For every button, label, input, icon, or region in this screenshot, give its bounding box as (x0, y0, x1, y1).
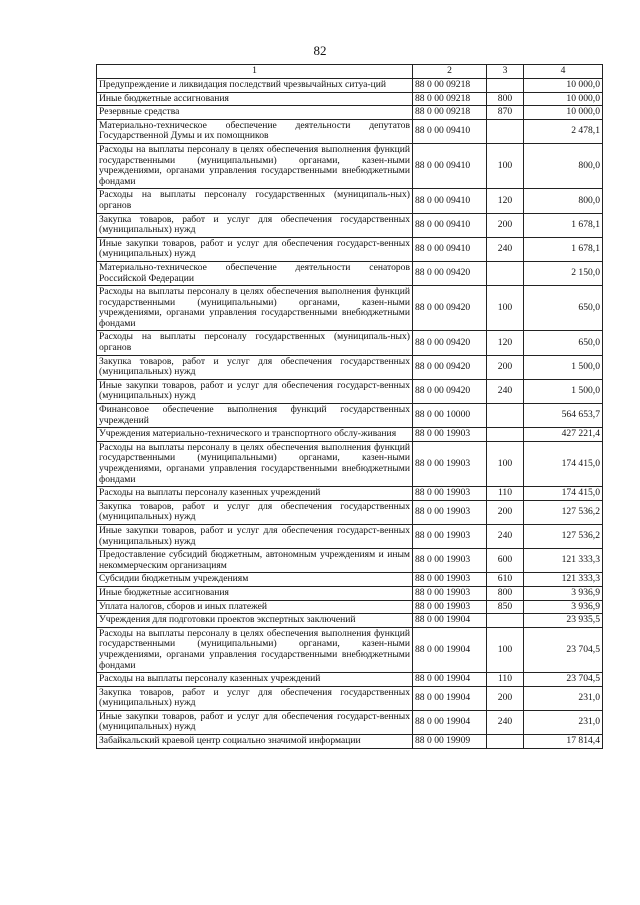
row-amount: 650,0 (524, 286, 603, 331)
row-name: Забайкальский краевой центр социально значимой информации (97, 735, 413, 749)
row-amount: 10 000,0 (524, 106, 603, 120)
row-code: 88 0 00 09410 (413, 189, 487, 213)
row-amount: 1 678,1 (524, 237, 603, 261)
table-row (97, 92, 603, 106)
row-type: 120 (487, 189, 524, 213)
row-type: 110 (487, 487, 524, 501)
row-name: Иные закупки товаров, работ и услуг для обеспечения государст-венных (муниципальных) нужд (97, 710, 413, 734)
row-type (487, 614, 524, 628)
table-header-row (97, 65, 603, 79)
row-code: 88 0 00 19903 (413, 441, 487, 486)
table-row (97, 600, 603, 614)
row-type: 850 (487, 600, 524, 614)
row-amount: 23 935,5 (524, 614, 603, 628)
table-row (97, 686, 603, 710)
row-amount: 650,0 (524, 331, 603, 355)
row-code: 88 0 00 09410 (413, 237, 487, 261)
row-name: Иные закупки товаров, работ и услуг для обеспечения государст-венных (муниципальных) нужд (97, 524, 413, 548)
row-code: 88 0 00 19903 (413, 487, 487, 501)
row-name: Расходы на выплаты персоналу государственных (муниципаль-ных) органов (97, 331, 413, 355)
table-row (97, 286, 603, 331)
row-name: Расходы на выплаты персоналу в целях обеспечения выполнения функций государственными (муниципальными) органами, казен-ными учреждениями, органами управления государственными внебюджетными фондами (97, 441, 413, 486)
row-type (487, 428, 524, 442)
row-type: 610 (487, 573, 524, 587)
table-row (97, 500, 603, 524)
row-amount: 10 000,0 (524, 92, 603, 106)
row-code: 88 0 00 19909 (413, 735, 487, 749)
row-type: 800 (487, 586, 524, 600)
table-row (97, 573, 603, 587)
table-row (97, 441, 603, 486)
row-amount: 127 536,2 (524, 524, 603, 548)
row-type: 200 (487, 355, 524, 379)
row-type: 240 (487, 710, 524, 734)
row-amount: 174 415,0 (524, 487, 603, 501)
row-name: Иные бюджетные ассигнования (97, 92, 413, 106)
row-code: 88 0 00 09410 (413, 213, 487, 237)
row-type (487, 79, 524, 93)
row-amount: 2 150,0 (524, 261, 603, 285)
row-type (487, 404, 524, 428)
row-type: 200 (487, 686, 524, 710)
row-name: Материально-техническое обеспечение деятельности сенаторов Российской Федерации (97, 261, 413, 285)
row-code: 88 0 00 19904 (413, 710, 487, 734)
row-amount: 231,0 (524, 710, 603, 734)
table-row (97, 627, 603, 672)
row-code: 88 0 00 09420 (413, 355, 487, 379)
row-name: Предоставление субсидий бюджетным, автономным учреждениям и иным некоммерческим организациям (97, 549, 413, 573)
row-type: 600 (487, 549, 524, 573)
row-amount: 23 704,5 (524, 627, 603, 672)
row-name: Расходы на выплаты персоналу в целях обеспечения выполнения функций государственными (муниципальными) органами, казен-ными учреждениями, органами управления государственными внебюджетными фондами (97, 627, 413, 672)
row-type: 120 (487, 331, 524, 355)
row-name: Закупка товаров, работ и услуг для обеспечения государственных (муниципальных) нужд (97, 355, 413, 379)
row-amount: 10 000,0 (524, 79, 603, 93)
row-code: 88 0 00 19903 (413, 549, 487, 573)
row-code: 88 0 00 09410 (413, 119, 487, 143)
row-name: Материально-техническое обеспечение деятельности депутатов Государственной Думы и их помощников (97, 119, 413, 143)
row-code: 88 0 00 10000 (413, 404, 487, 428)
table-row (97, 379, 603, 403)
table-body (97, 79, 603, 749)
row-name: Уплата налогов, сборов и иных платежей (97, 600, 413, 614)
row-code: 88 0 00 09420 (413, 331, 487, 355)
row-type: 800 (487, 92, 524, 106)
column-header-amount: 4 (524, 65, 603, 79)
table-row (97, 586, 603, 600)
table-row (97, 237, 603, 261)
row-code: 88 0 00 19904 (413, 614, 487, 628)
row-type: 200 (487, 500, 524, 524)
row-amount: 121 333,3 (524, 549, 603, 573)
row-name: Расходы на выплаты персоналу в целях обеспечения выполнения функций государственными (муниципальными) органами, казен-ными учреждениями, органами управления государственными внебюджетными фондами (97, 286, 413, 331)
row-name: Субсидии бюджетным учреждениям (97, 573, 413, 587)
row-type (487, 261, 524, 285)
row-code: 88 0 00 19903 (413, 573, 487, 587)
column-header-type: 3 (487, 65, 524, 79)
row-type: 240 (487, 524, 524, 548)
table-row (97, 710, 603, 734)
row-name: Закупка товаров, работ и услуг для обеспечения государственных (муниципальных) нужд (97, 500, 413, 524)
row-amount: 174 415,0 (524, 441, 603, 486)
row-code: 88 0 00 19903 (413, 524, 487, 548)
row-amount: 427 221,4 (524, 428, 603, 442)
row-type: 240 (487, 237, 524, 261)
row-name: Закупка товаров, работ и услуг для обеспечения государственных (муниципальных) нужд (97, 686, 413, 710)
row-amount: 800,0 (524, 189, 603, 213)
row-type: 100 (487, 627, 524, 672)
table-row (97, 331, 603, 355)
table-row (97, 355, 603, 379)
row-amount: 3 936,9 (524, 600, 603, 614)
budget-table (96, 64, 603, 749)
table-row (97, 673, 603, 687)
row-name: Иные закупки товаров, работ и услуг для обеспечения государст-венных (муниципальных) нужд (97, 237, 413, 261)
table-row (97, 189, 603, 213)
table-row (97, 428, 603, 442)
row-code: 88 0 00 09420 (413, 379, 487, 403)
table-row (97, 261, 603, 285)
table-row (97, 549, 603, 573)
row-amount: 1 500,0 (524, 379, 603, 403)
row-name: Учреждения материально-технического и транспортного обслу-живания (97, 428, 413, 442)
row-code: 88 0 00 19903 (413, 586, 487, 600)
row-code: 88 0 00 09420 (413, 286, 487, 331)
row-amount: 1 500,0 (524, 355, 603, 379)
row-name: Предупреждение и ликвидация последствий чрезвычайных ситуа-ций (97, 79, 413, 93)
row-name: Закупка товаров, работ и услуг для обеспечения государственных (муниципальных) нужд (97, 213, 413, 237)
row-type: 110 (487, 673, 524, 687)
table-row (97, 213, 603, 237)
row-code: 88 0 00 19903 (413, 600, 487, 614)
table-row (97, 119, 603, 143)
row-name: Расходы на выплаты персоналу государственных (муниципаль-ных) органов (97, 189, 413, 213)
row-code: 88 0 00 19903 (413, 428, 487, 442)
row-name: Финансовое обеспечение выполнения функций государственных учреждений (97, 404, 413, 428)
row-name: Расходы на выплаты персоналу в целях обеспечения выполнения функций государственными (муниципальными) органами, казен-ными учреждениями, органами управления государственными внебюджетными фондами (97, 143, 413, 188)
row-amount: 121 333,3 (524, 573, 603, 587)
row-amount: 127 536,2 (524, 500, 603, 524)
row-type: 240 (487, 379, 524, 403)
table-row (97, 487, 603, 501)
row-code: 88 0 00 09218 (413, 79, 487, 93)
row-type: 200 (487, 213, 524, 237)
column-header-name: 1 (97, 65, 413, 79)
table-row (97, 79, 603, 93)
row-name: Иные бюджетные ассигнования (97, 586, 413, 600)
table-row (97, 524, 603, 548)
table-row (97, 143, 603, 188)
row-amount: 564 653,7 (524, 404, 603, 428)
row-code: 88 0 00 09420 (413, 261, 487, 285)
row-name: Расходы на выплаты персоналу казенных учреждений (97, 673, 413, 687)
row-code: 88 0 00 09410 (413, 143, 487, 188)
row-type: 100 (487, 143, 524, 188)
row-code: 88 0 00 09218 (413, 92, 487, 106)
row-amount: 17 814,4 (524, 735, 603, 749)
table-row (97, 106, 603, 120)
table-row (97, 614, 603, 628)
row-type: 870 (487, 106, 524, 120)
row-amount: 800,0 (524, 143, 603, 188)
row-type (487, 735, 524, 749)
row-amount: 3 936,9 (524, 586, 603, 600)
table-row (97, 404, 603, 428)
page-number: 82 (313, 43, 327, 58)
row-name: Расходы на выплаты персоналу казенных учреждений (97, 487, 413, 501)
row-code: 88 0 00 19904 (413, 673, 487, 687)
row-type: 100 (487, 286, 524, 331)
row-name: Иные закупки товаров, работ и услуг для обеспечения государст-венных (муниципальных) нужд (97, 379, 413, 403)
row-code: 88 0 00 19904 (413, 686, 487, 710)
row-amount: 231,0 (524, 686, 603, 710)
row-type (487, 119, 524, 143)
row-code: 88 0 00 09218 (413, 106, 487, 120)
table-row (97, 735, 603, 749)
row-amount: 1 678,1 (524, 213, 603, 237)
row-type: 100 (487, 441, 524, 486)
row-name: Учреждения для подготовки проектов экспертных заключений (97, 614, 413, 628)
row-name: Резервные средства (97, 106, 413, 120)
row-amount: 23 704,5 (524, 673, 603, 687)
row-amount: 2 478,1 (524, 119, 603, 143)
row-code: 88 0 00 19904 (413, 627, 487, 672)
column-header-code: 2 (413, 65, 487, 79)
row-code: 88 0 00 19903 (413, 500, 487, 524)
